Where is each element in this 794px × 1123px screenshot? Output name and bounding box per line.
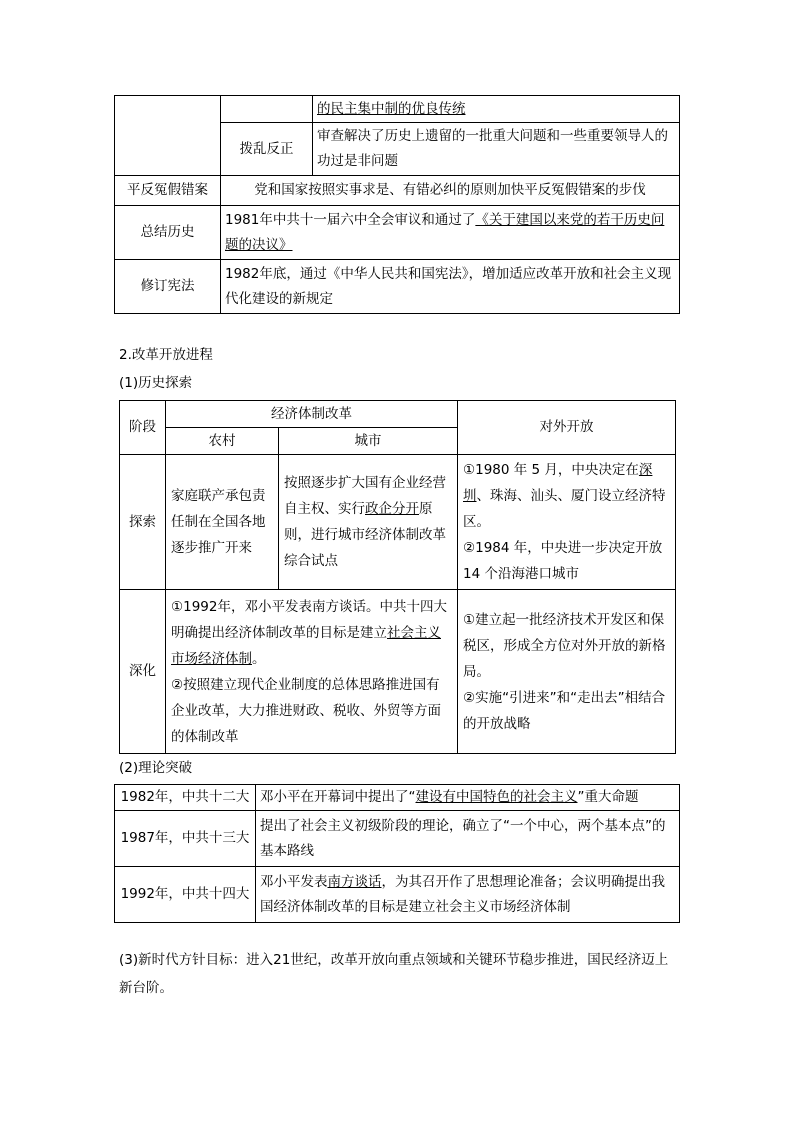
header-stage: 阶段 <box>120 401 166 455</box>
deepen-economic: ①1992年，邓小平发表南方谈话。中共十四大明确提出经济体制改革的目标是建立社会主义市场经济体制。 ②按照建立现代企业制度的总体思路推进国有企业改革，大力推进财政、税收、外贸等方面的体制改革 <box>166 590 458 754</box>
cell-label: 修订宪法 <box>115 260 221 314</box>
paragraph-new-era: (3)新时代方针目标：进入21世纪，改革开放向重点领域和关键环节稳步推进，国民经济迈上新台阶。 <box>119 952 669 996</box>
historical-exploration-table <box>119 400 676 754</box>
cell-label: 1982年，中共十二大 <box>115 785 256 811</box>
stage-explore: 探索 <box>120 455 166 590</box>
cell-sublabel: 拨乱反正 <box>221 123 313 176</box>
cell-content: 1982年底，通过《中华人民共和国宪法》，增加适应改革开放和社会主义现代化建设的新规定 <box>221 260 680 314</box>
cell-content: 党和国家按照实事求是、有错必纠的原则加快平反冤假错案的步伐 <box>221 176 680 206</box>
cell-content: 邓小平发表南方谈话，为其召开作了思想理论准备；会议明确提出我国经济体制改革的目标是建立社会主义市场经济体制 <box>256 867 680 923</box>
cell-content: 邓小平在开幕词中提出了“建设有中国特色的社会主义”重大命题 <box>256 785 680 811</box>
deepen-opening: ①建立起一批经济技术开发区和保税区，形成全方位对外开放的新格局。 ②实施“引进来”和“走出去”相结合的开放战略 <box>458 590 676 754</box>
theory-breakthrough-table <box>114 784 680 923</box>
merged-label-cell <box>115 96 221 176</box>
section-heading: 2.改革开放进程 <box>119 347 213 363</box>
stage-deepen: 深化 <box>120 590 166 754</box>
subsection-heading: (2)理论突破 <box>119 760 193 776</box>
cell-label: 总结历史 <box>115 206 221 260</box>
cell-content: 的民主集中制的优良传统 <box>313 96 680 123</box>
cell-content: 1981年中共十一届六中全会审议和通过了《关于建国以来党的若干历史问题的决议》 <box>221 206 680 260</box>
empty-sublabel-cell <box>221 96 313 123</box>
cell-content: 审查解决了历史上遗留的一批重大问题和一些重要领导人的功过是非问题 <box>313 123 680 176</box>
header-urban: 城市 <box>279 428 458 455</box>
explore-opening: ①1980 年 5 月，中央决定在深圳、珠海、汕头、厦门设立经济特区。 ②1984 年，中央进一步决定开放 14 个沿海港口城市 <box>458 455 676 590</box>
cell-label: 1987年，中共十三大 <box>115 811 256 867</box>
cell-content: 提出了社会主义初级阶段的理论，确立了“一个中心，两个基本点”的基本路线 <box>256 811 680 867</box>
cell-label: 1992年，中共十四大 <box>115 867 256 923</box>
header-rural: 农村 <box>166 428 279 455</box>
explore-rural: 家庭联产承包责任制在全国各地逐步推广开来 <box>166 455 279 590</box>
cell-label: 平反冤假错案 <box>115 176 221 206</box>
header-opening: 对外开放 <box>458 401 676 455</box>
subsection-heading: (1)历史探索 <box>119 375 193 391</box>
header-economic: 经济体制改革 <box>166 401 458 428</box>
explore-urban: 按照逐步扩大国有企业经营自主权、实行政企分开原则，进行城市经济体制改革综合试点 <box>279 455 458 590</box>
reform-measures-table <box>114 95 680 314</box>
